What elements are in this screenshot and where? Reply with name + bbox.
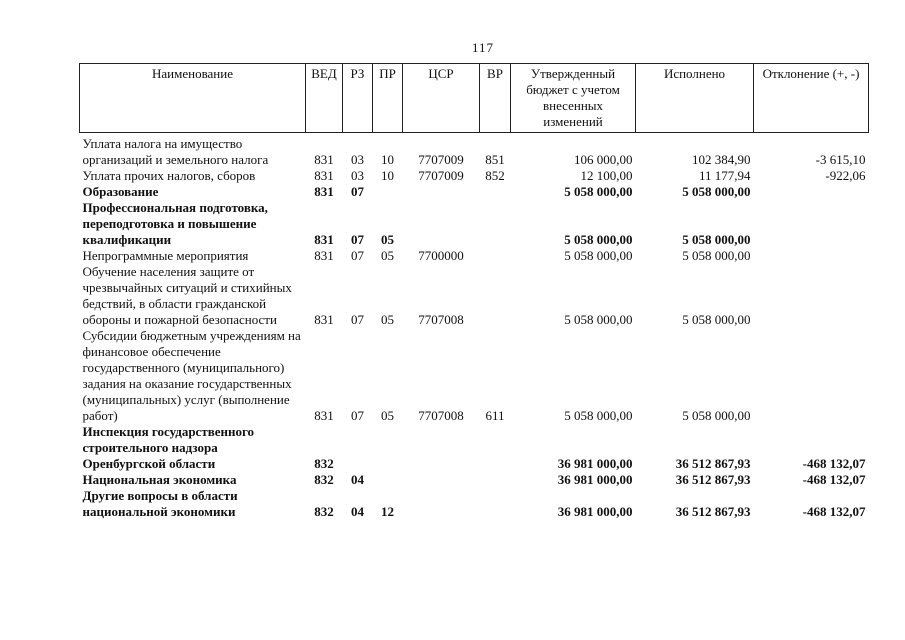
cell-pr: 10 [381,168,394,183]
budget-table [79,63,869,520]
cell-executed: 36 512 867,93 [675,472,751,487]
header-deviation: Отклонение (+, -) [754,64,869,133]
cell-ved: 831 [314,248,334,263]
table-row [80,488,869,520]
cell-csr: 7707009 [418,152,464,167]
header-pr: ПР [373,64,403,133]
cell-deviation [754,328,869,424]
cell-approved: 5 058 000,00 [564,408,633,423]
cell-csr: 7707009 [418,168,464,183]
cell-name: Профессиональная подготовка, переподготовка и повышение квалификации [82,200,268,247]
table-row [80,184,869,200]
cell-executed: 102 384,90 [692,152,751,167]
cell-deviation: -468 132,07 [802,472,866,487]
table-body [80,133,869,521]
header-name: Наименование [80,64,306,133]
cell-csr [403,424,480,472]
cell-name: Уплата налога на имущество организаций и земельного налога [82,136,269,167]
cell-csr [403,472,480,488]
cell-deviation [754,200,869,248]
table-row [80,133,869,169]
cell-deviation: -922,06 [825,168,866,183]
cell-ved: 831 [314,408,334,423]
cell-ved: 832 [314,456,334,471]
cell-deviation: -468 132,07 [802,456,866,471]
page-number: 117 [472,40,495,55]
cell-ved: 831 [314,168,334,183]
cell-pr [373,472,403,488]
table-row [80,424,869,472]
cell-ved: 831 [314,184,334,199]
cell-pr [373,184,403,200]
cell-csr [403,488,480,520]
cell-ved: 832 [314,504,334,519]
cell-pr: 05 [381,408,394,423]
cell-executed: 36 512 867,93 [675,456,751,471]
cell-vr: 852 [485,168,505,183]
cell-rz: 04 [351,472,364,487]
cell-vr [480,248,511,264]
cell-vr [480,200,511,248]
cell-csr: 7707008 [418,312,464,327]
cell-pr: 12 [381,504,394,519]
cell-pr [373,424,403,472]
table-header-row [80,64,869,133]
cell-pr: 05 [381,232,394,247]
cell-rz: 07 [351,312,364,327]
cell-ved: 832 [314,472,334,487]
cell-rz: 04 [351,504,364,519]
cell-rz: 07 [351,184,364,199]
header-vr: ВР [480,64,511,133]
cell-executed: 5 058 000,00 [682,184,751,199]
cell-deviation [754,248,869,264]
cell-executed: 5 058 000,00 [682,232,751,247]
cell-approved: 5 058 000,00 [564,232,633,247]
cell-approved: 36 981 000,00 [557,472,633,487]
cell-approved: 5 058 000,00 [564,312,633,327]
cell-executed: 5 058 000,00 [682,312,751,327]
cell-rz: 07 [351,248,364,263]
cell-ved: 831 [314,312,334,327]
table-row [80,472,869,488]
cell-name: Другие вопросы в области национальной экономики [82,488,238,519]
cell-vr [480,424,511,472]
cell-executed: 36 512 867,93 [675,504,751,519]
cell-executed: 5 058 000,00 [682,408,751,423]
cell-csr: 7707008 [418,408,464,423]
table-row [80,200,869,248]
cell-name: Уплата прочих налогов, сборов [82,168,256,183]
cell-vr: 611 [485,408,505,423]
table-row [80,328,869,424]
cell-executed: 5 058 000,00 [682,248,751,263]
cell-ved: 831 [314,232,334,247]
cell-name: Непрограммные мероприятия [82,248,249,263]
cell-rz: 07 [351,232,364,247]
cell-ved: 831 [314,152,334,167]
table-row [80,248,869,264]
cell-approved: 12 100,00 [580,168,633,183]
cell-deviation: -3 615,10 [815,152,866,167]
cell-vr [480,184,511,200]
header-approved: Утвержденный бюджет с учетом внесенных изменений [511,64,636,133]
cell-rz [343,424,373,472]
table-row [80,264,869,328]
cell-approved: 36 981 000,00 [557,504,633,519]
cell-vr [480,264,511,328]
cell-name: Обучение населения защите от чрезвычайных ситуаций и стихийных бедствий, в области гражданской обороны и пожарной безопасности [82,264,292,327]
cell-pr: 05 [381,248,394,263]
cell-approved: 5 058 000,00 [564,184,633,199]
cell-vr: 851 [485,152,505,167]
cell-executed: 11 177,94 [698,168,751,183]
cell-csr [403,184,480,200]
cell-name: Субсидии бюджетным учреждениям на финансовое обеспечение государственного (муниципального) задания на оказание государственных (муниципальных) услуг (выполнение работ) [82,328,301,423]
header-executed: Исполнено [636,64,754,133]
cell-deviation: -468 132,07 [802,504,866,519]
table-row [80,168,869,184]
cell-approved: 36 981 000,00 [557,456,633,471]
cell-approved: 5 058 000,00 [564,248,633,263]
cell-deviation [754,264,869,328]
cell-pr: 10 [381,152,394,167]
cell-vr [480,472,511,488]
cell-rz: 03 [351,168,364,183]
header-rz: РЗ [343,64,373,133]
cell-rz: 03 [351,152,364,167]
cell-csr [403,200,480,248]
cell-vr [480,488,511,520]
cell-name: Образование [82,184,159,199]
cell-name: Национальная экономика [82,472,237,487]
cell-name: Инспекция государственного строительного надзора Оренбургской области [82,424,255,471]
header-csr: ЦСР [403,64,480,133]
cell-approved: 106 000,00 [574,152,633,167]
cell-pr: 05 [381,312,394,327]
cell-rz: 07 [351,408,364,423]
header-ved: ВЕД [306,64,343,133]
cell-csr: 7700000 [418,248,464,263]
cell-deviation [754,184,869,200]
